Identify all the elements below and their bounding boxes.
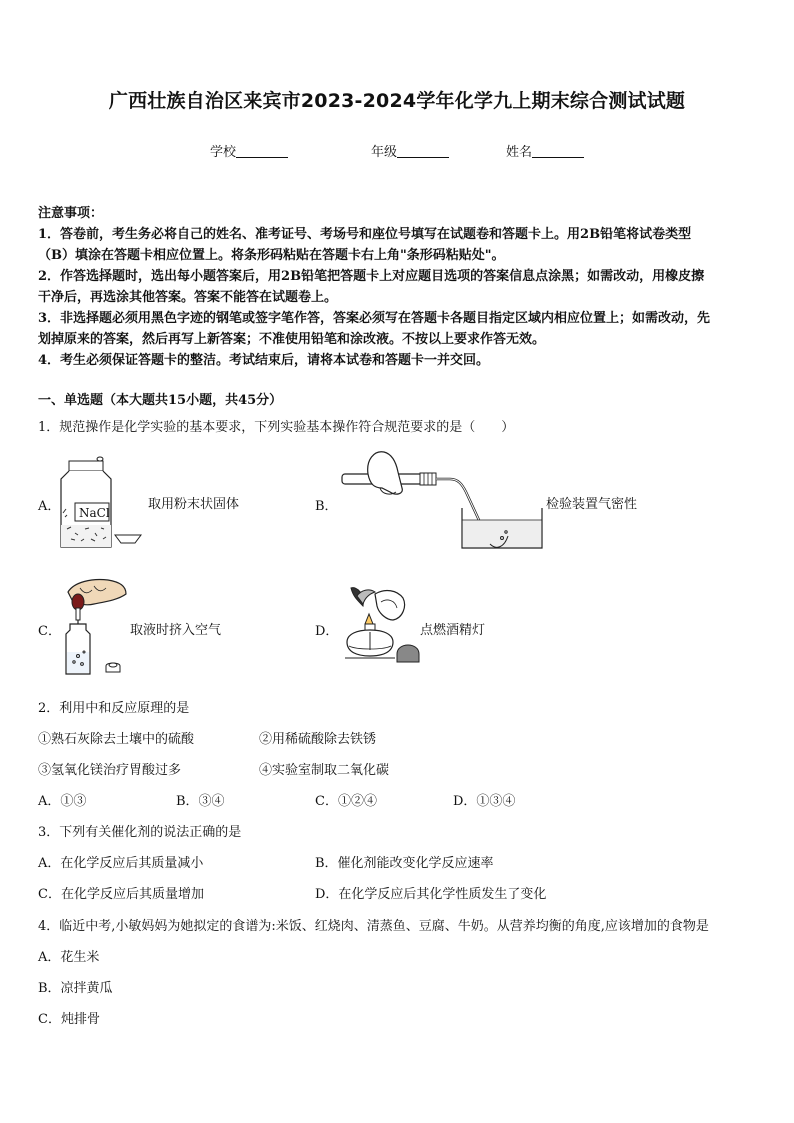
q2-statement: ③氢氧化镁治疗胃酸过多 bbox=[38, 763, 182, 778]
q3-option-a[interactable]: A．在化学反应后其质量减小 bbox=[38, 856, 204, 871]
name-label: 姓名 bbox=[506, 145, 533, 160]
q3-option-c[interactable]: C．在化学反应后其质量增加 bbox=[38, 887, 204, 902]
q2-stem: 2．利用中和反应原理的是 bbox=[38, 701, 190, 716]
q2-option-c[interactable]: C．①②④ bbox=[315, 794, 377, 809]
notice-heading: 注意事项： bbox=[38, 206, 104, 221]
q1-option-a-text: 取用粉末状固体 bbox=[148, 497, 240, 512]
notice-line: 4．考生必须保证答题卡的整洁。考试结束后，请将本试卷和答题卡一并交回。 bbox=[38, 353, 490, 368]
q4-stem: 4．临近中考,小敏妈妈为她拟定的食谱为:米饭、红烧肉、清蒸鱼、豆腐、牛奶。从营养均衡的角度,应该增加的食物是 bbox=[38, 919, 709, 934]
q1-option-c-text: 取液时挤入空气 bbox=[130, 623, 222, 638]
q3-stem: 3．下列有关催化剂的说法正确的是 bbox=[38, 825, 242, 840]
q2-option-b[interactable]: B．③④ bbox=[176, 794, 225, 809]
notice-line: 2．作答选择题时，选出每小题答案后，用2B铅笔把答题卡上对应题目选项的答案信息点涂黑；如需改动，用橡皮擦 bbox=[38, 269, 705, 284]
notice-line: （B）填涂在答题卡相应位置上。将条形码粘贴在答题卡右上角"条形码粘贴处"。 bbox=[38, 248, 505, 263]
notice-line: 划掉原来的答案，然后再写上新答案；不准使用铅笔和涂改液。不按以上要求作答无效。 bbox=[38, 332, 546, 347]
q1-option-d-label[interactable]: D． bbox=[315, 624, 339, 639]
nacl-label-text: NaCl bbox=[79, 506, 110, 520]
school-label: 学校 bbox=[210, 145, 237, 160]
q3-option-d[interactable]: D．在化学反应后其化学性质发生了变化 bbox=[315, 887, 547, 902]
q1-option-b-text: 检验装置气密性 bbox=[546, 497, 638, 512]
airtightness-illustration bbox=[340, 448, 550, 558]
school-field[interactable] bbox=[210, 141, 288, 160]
q1-stem: 1．规范操作是化学实验的基本要求，下列实验基本操作符合规范要求的是（ ） bbox=[38, 420, 515, 435]
name-blank[interactable] bbox=[532, 143, 584, 158]
name-field[interactable] bbox=[506, 141, 584, 160]
page-title: 广西壮族自治区来宾市2023-2024学年化学九上期末综合测试试题 bbox=[108, 90, 686, 112]
grade-blank[interactable] bbox=[397, 143, 449, 158]
notice-block bbox=[38, 203, 710, 371]
school-blank[interactable] bbox=[236, 143, 288, 158]
q2-statement: ①熟石灰除去土壤中的硫酸 bbox=[38, 732, 195, 747]
q3-option-b[interactable]: B．催化剂能改变化学反应速率 bbox=[315, 856, 494, 871]
q2-option-d[interactable]: D．①③④ bbox=[453, 794, 516, 809]
grade-field[interactable] bbox=[371, 141, 449, 160]
dropper-illustration bbox=[58, 572, 138, 680]
q2-statement: ④实验室制取二氧化碳 bbox=[259, 763, 390, 778]
q1-option-a-label[interactable]: A． bbox=[38, 499, 61, 514]
grade-label: 年级 bbox=[371, 145, 398, 160]
q1-option-c-label[interactable]: C． bbox=[38, 624, 61, 639]
q2-option-a[interactable]: A．①③ bbox=[38, 794, 87, 809]
notice-line: 1．答卷前，考生务必将自己的姓名、准考证号、考场号和座位号填写在试题卷和答题卡上。用2B铅笔将试卷类型 bbox=[38, 227, 692, 242]
section-heading: 一、单选题（本大题共15小题，共45分） bbox=[38, 393, 283, 408]
alcohol-lamp-illustration bbox=[335, 584, 421, 666]
q4-option-a[interactable]: A．花生米 bbox=[38, 950, 100, 965]
q1-option-b-label[interactable]: B． bbox=[315, 499, 338, 514]
powder-bottle-illustration bbox=[55, 455, 145, 553]
q4-option-b[interactable]: B．凉拌黄瓜 bbox=[38, 981, 113, 996]
q4-option-c[interactable]: C．炖排骨 bbox=[38, 1012, 100, 1027]
q1-option-d-text: 点燃酒精灯 bbox=[420, 623, 486, 638]
notice-line: 干净后，再选涂其他答案。答案不能答在试题卷上。 bbox=[38, 290, 338, 305]
q2-statement: ②用稀硫酸除去铁锈 bbox=[259, 732, 377, 747]
notice-line: 3．非选择题必须用黑色字迹的钢笔或签字笔作答，答案必须写在答题卡各题目指定区域内相应位置上；如需改动，先 bbox=[38, 311, 711, 326]
